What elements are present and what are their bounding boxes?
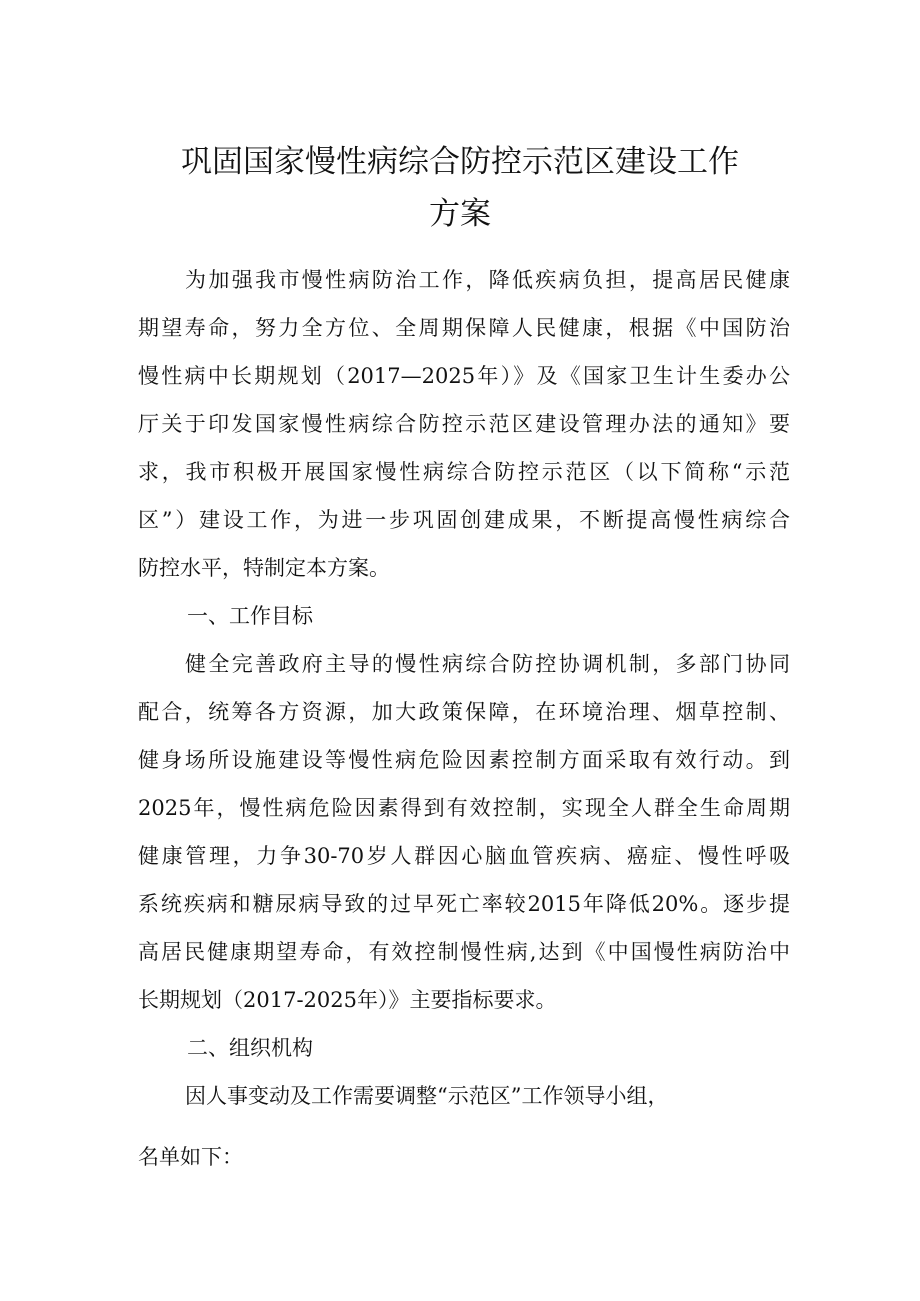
section1-line: 高居民健康期望寿命，有效控制慢性病,达到《中国慢性病防治中 [138, 940, 790, 964]
section1-line: 健康管理，力争30-70岁人群因心脑血管疾病、癌症、慢性呼吸 [138, 844, 790, 868]
section1-line: 长期规划（2017-2025年）》主要指标要求。 [138, 988, 557, 1012]
intro-line: 防控水平，特制定本方案。 [138, 556, 390, 580]
section1-line: 配合，统筹各方资源，加大政策保障，在环境治理、烟草控制、 [138, 700, 790, 724]
section1-line: 系统疾病和糖尿病导致的过早死亡率较2015年降低20%。逐步提 [138, 892, 790, 916]
intro-line: 为加强我市慢性病防治工作，降低疾病负担，提高居民健康 [185, 268, 790, 292]
section1-line: 健身场所设施建设等慢性病危险因素控制方面采取有效行动。到 [138, 748, 790, 772]
section1-line: 2025年，慢性病危险因素得到有效控制，实现全人群全生命周期 [138, 796, 790, 820]
intro-line: 求，我市积极开展国家慢性病综合防控示范区（以下简称“示范 [138, 460, 790, 484]
document-title-line2: 方案 [429, 196, 491, 232]
section-heading-organization: 二、组织机构 [187, 1036, 313, 1060]
section-heading-goals: 一、工作目标 [187, 604, 313, 628]
section1-line: 健全完善政府主导的慢性病综合防控协调机制，多部门协同 [185, 652, 790, 676]
intro-line: 期望寿命，努力全方位、全周期保障人民健康，根据《中国防治 [138, 316, 790, 340]
intro-line: 慢性病中长期规划（2017—2025年）》及《国家卫生计生委办公 [138, 364, 790, 388]
section2-line: 名单如下： [138, 1145, 243, 1169]
section2-line: 因人事变动及工作需要调整“示范区”工作领导小组， [185, 1084, 669, 1108]
document-title-line1: 巩固国家慢性病综合防控示范区建设工作 [181, 144, 739, 180]
intro-line: 区”）建设工作，为进一步巩固创建成果，不断提高慢性病综合 [138, 508, 790, 532]
intro-line: 厅关于印发国家慢性病综合防控示范区建设管理办法的通知》要 [138, 412, 790, 436]
